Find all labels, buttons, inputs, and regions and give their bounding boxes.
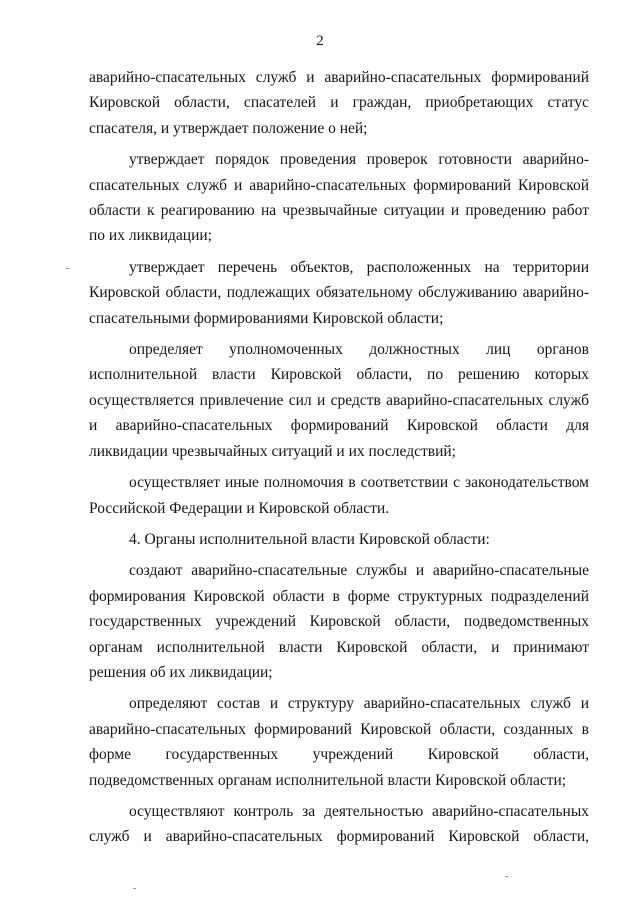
paragraph-authorized-officials: определяет уполномоченных должностных лиц органов исполнительной власти Кировской области, по решению которых осуществляется привлечение сил и средств аварийно-спасательных служб и аварийно-спасательных формирований Кировской области для ликвидации чрезвычайных ситуаций и их последствий;	[89, 341, 589, 460]
page-number: 2	[316, 33, 324, 49]
paragraph-define-structure: определяют состав и структуру аварийно-спасательных служб и аварийно-спасательных формирований Кировской области, созданных в форме государственных учреждений Кировской области, подведомственных органам исполнительной власти Кировской области;	[89, 695, 589, 789]
document-body	[89, 65, 589, 856]
paragraph-other-powers: осуществляет иные полномочия в соответствии с законодательством Российской Федерации и Кировской области.	[89, 474, 589, 517]
paragraph-objects-list: утверждает перечень объектов, расположенных на территории Кировской области, подлежащих обязательному обслуживанию аварийно-спасательными формированиями Кировской области;	[89, 258, 589, 327]
scan-speck	[505, 876, 508, 877]
section-heading-executive-bodies: 4. Органы исполнительной власти Кировской области:	[129, 530, 490, 548]
scan-speck	[66, 268, 69, 269]
paragraph-continuation: аварийно-спасательных служб и аварийно-спасательных формирований Кировской области, спасателей и граждан, приобретающих статус спасателя, и утверждает положение о ней;	[89, 69, 589, 137]
paragraph-control-activity: осуществляют контроль за деятельностью аварийно-спасательных служб и аварийно-спасательных формирований Кировской области,	[89, 802, 589, 846]
paragraph-inspection-procedure: утверждает порядок проведения проверок готовности аварийно-спасательных служб и аварийно-спасательных формирований Кировской области к реагированию на чрезвычайные ситуации и проведению работ по их ликвидации;	[89, 151, 589, 245]
paragraph-create-services: создают аварийно-спасательные службы и аварийно-спасательные формирования Кировской области в форме структурных подразделений государственных учреждений Кировской области, подведомственных органам исполнительной власти Кировской области, и принимают решения об их ликвидации;	[89, 562, 589, 681]
scan-speck	[133, 888, 136, 889]
